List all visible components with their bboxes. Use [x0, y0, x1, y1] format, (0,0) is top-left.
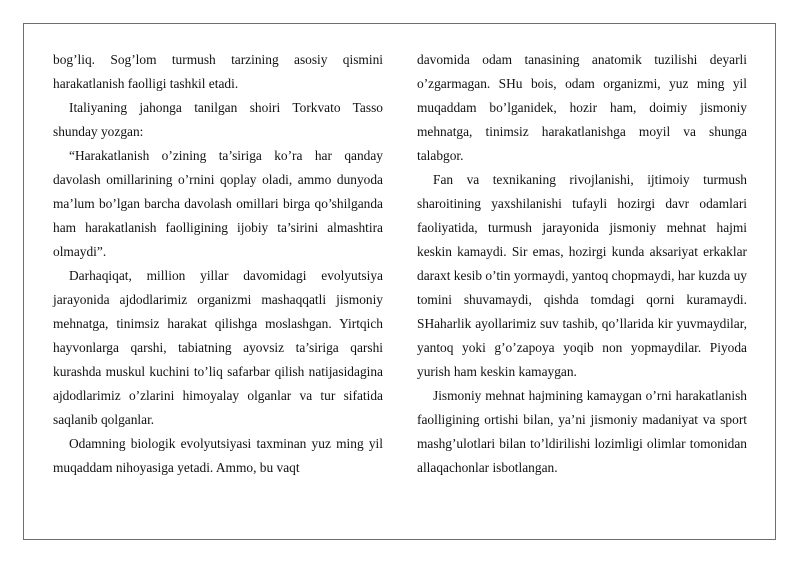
- paragraph: bog’liq. Sog’lom turmush tarzining asosiy qismini harakatlanish faolligi tashkil etadi.: [53, 52, 383, 91]
- right-text-column: [417, 48, 747, 480]
- paragraph: davomida odam tanasining anatomik tuzilishi deyarli o’zgarmagan. SHu bois, odam organizmi, yuz ming yil muqaddam bo’lganidek, hozir ham, doimiy jismoniy mehnatga, tinimsiz harakatlanishga moyil va shunga talabgor.: [417, 52, 747, 163]
- paragraph: Fan va texnikaning rivojlanishi, ijtimoiy turmush sharoitining yaxshilanishi tufayli hozirgi davr odamlari faoliyatida, turmush jarayonida jismoniy mehnat hajmi keskin kamaydi. Sir emas, hozirgi kunda aksariyat erkaklar daraxt kesib o’tin yormaydi, yantoq chopmaydi, har kuzda uy tomini shuvamaydi, qishda tomdagi qorni kuramaydi. SHaharlik ayollarimiz suv tashib, qo’llarida kir yuvmaydilar, yantoq yoki g’o’zapoya yoqib non yopmaydilar. Piyoda yurish ham keskin kamaygan.: [417, 172, 747, 379]
- paragraph: Italiyaning jahonga tanilgan shoiri Torkvato Tasso shunday yozgan:: [53, 100, 383, 139]
- left-text-column: [53, 48, 383, 480]
- paragraph: Odamning biologik evolyutsiyasi taxminan yuz ming yil muqaddam nihoyasiga yetadi. Ammo, bu vaqt: [53, 436, 383, 475]
- paragraph: Jismoniy mehnat hajmining kamaygan o’rni harakatlanish faolligining ortishi bilan, ya’ni jismoniy madaniyat va sport mashg’ulotlari bilan to’ldirilishi lozimligi olimlar tomonidan allaqachonlar isbotlangan.: [417, 388, 747, 475]
- paragraph: Darhaqiqat, million yillar davomidagi evolyutsiya jarayonida ajdodlarimiz organizmi mashaqqatli jismoniy mehnatga, tinimsiz harakat qilishga moslashgan. Yirtqich hayvonlarga qarshi, tabiatning ayovsiz ta’siriga qarshi kurashda muskul kuchini to’liq safarbar qilish natijasidagina ajdodlarimiz o’zlarini himoyalay olganlar va tur sifatida saqlanib qolganlar.: [53, 268, 383, 427]
- quote-paragraph: “Harakatlanish o’zining ta’siriga ko’ra har qanday davolash omillarining o’rnini qoplay oladi, ammo dunyoda ma’lum bo’lgan barcha davolash omillari birga qo’shilganda ham harakatlanish faolligining ijobiy ta’sirini almashtira olmaydi”.: [53, 148, 383, 259]
